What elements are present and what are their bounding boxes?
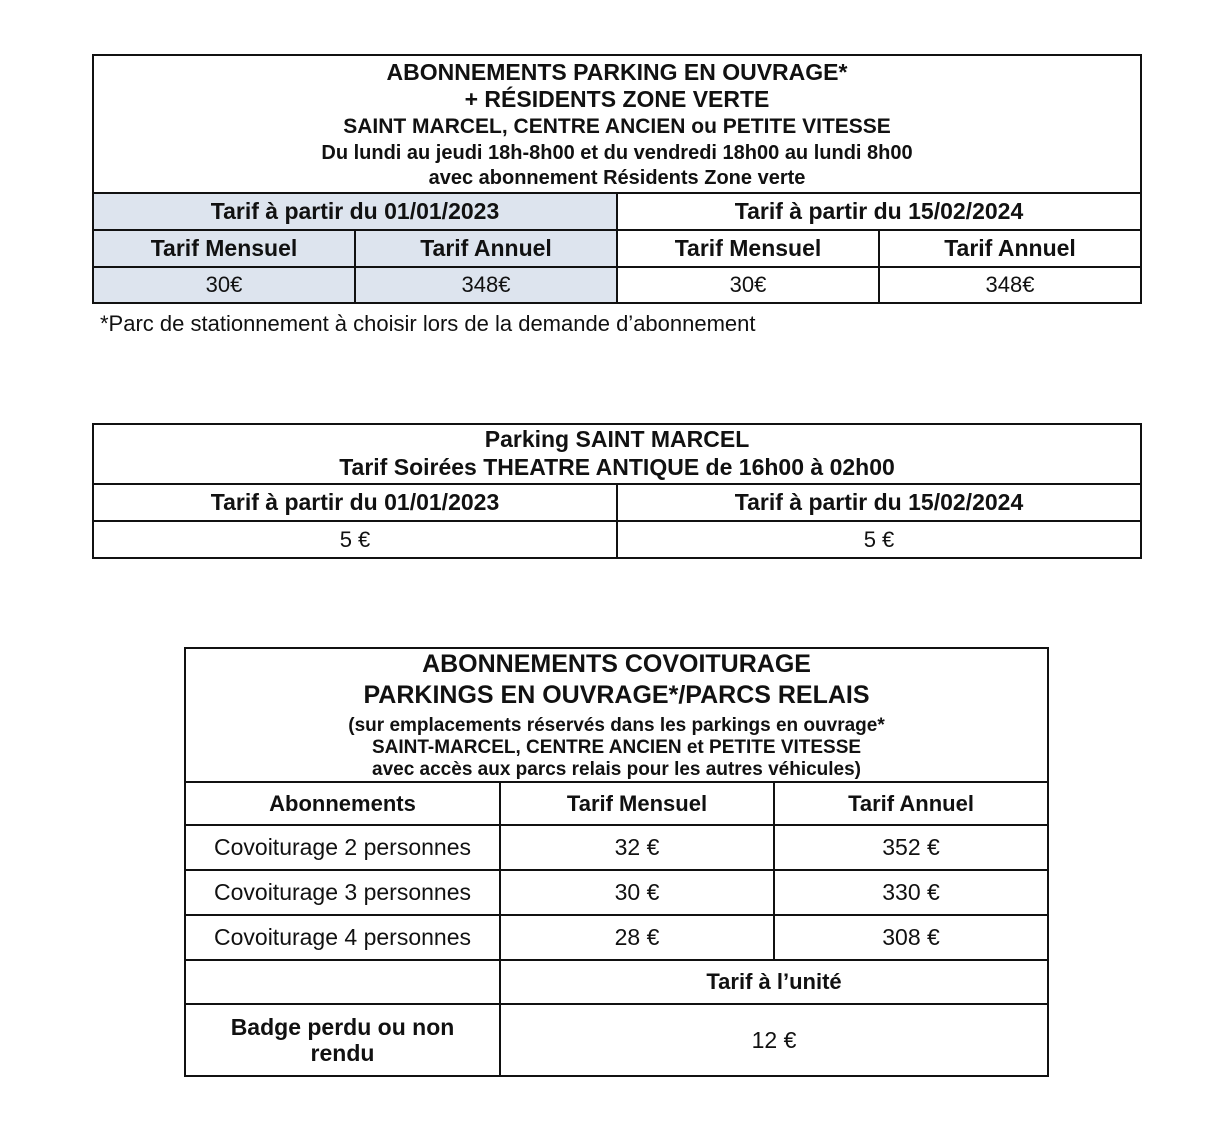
table-row bbox=[185, 825, 1048, 870]
row-annual: 330 € bbox=[774, 870, 1048, 915]
residents-table-title bbox=[93, 55, 1141, 193]
lost-badge-price: 12 € bbox=[500, 1004, 1048, 1076]
table-row bbox=[185, 870, 1048, 915]
theatre-evening-table bbox=[92, 423, 1142, 559]
row-label: Covoiturage 3 personnes bbox=[185, 870, 500, 915]
old-monthly-value: 30€ bbox=[93, 267, 355, 303]
row-annual: 352 € bbox=[774, 825, 1048, 870]
old-annual-header: Tarif Annuel bbox=[355, 230, 617, 267]
empty-cell bbox=[185, 960, 500, 1004]
title-line: Tarif Soirées THEATRE ANTIQUE de 16h00 à 02h00 bbox=[339, 454, 895, 480]
old-price-value: 5 € bbox=[93, 521, 617, 558]
title-line: ABONNEMENTS PARKING EN OUVRAGE* bbox=[386, 58, 848, 85]
title-line: avec accès aux parcs relais pour les autres véhicules) bbox=[372, 758, 862, 780]
annual-header: Tarif Annuel bbox=[774, 782, 1048, 825]
row-monthly: 32 € bbox=[500, 825, 774, 870]
table-row bbox=[185, 915, 1048, 960]
row-monthly: 30 € bbox=[500, 870, 774, 915]
title-line: SAINT MARCEL, CENTRE ANCIEN ou PETITE VITESSE bbox=[343, 114, 891, 138]
subscriptions-header: Abonnements bbox=[185, 782, 500, 825]
title-line: avec abonnement Résidents Zone verte bbox=[428, 166, 806, 189]
lost-badge-label bbox=[185, 1004, 500, 1076]
period-old-header: Tarif à partir du 01/01/2023 bbox=[93, 484, 617, 521]
period-old-header: Tarif à partir du 01/01/2023 bbox=[93, 193, 617, 230]
new-annual-header: Tarif Annuel bbox=[879, 230, 1141, 267]
old-annual-value: 348€ bbox=[355, 267, 617, 303]
row-monthly: 28 € bbox=[500, 915, 774, 960]
theatre-table-title bbox=[93, 424, 1141, 484]
title-line: Parking SAINT MARCEL bbox=[484, 426, 750, 453]
new-price-value: 5 € bbox=[617, 521, 1141, 558]
carpool-table-title bbox=[185, 648, 1048, 782]
footnote-parking-choice: *Parc de stationnement à choisir lors de la demande d’abonnement bbox=[100, 311, 756, 336]
new-annual-value: 348€ bbox=[879, 267, 1141, 303]
lost-badge-label-line: rendu bbox=[310, 1040, 375, 1066]
row-label: Covoiturage 2 personnes bbox=[185, 825, 500, 870]
period-new-header: Tarif à partir du 15/02/2024 bbox=[617, 193, 1141, 230]
old-monthly-header: Tarif Mensuel bbox=[93, 230, 355, 267]
period-new-header: Tarif à partir du 15/02/2024 bbox=[617, 484, 1141, 521]
new-monthly-header: Tarif Mensuel bbox=[617, 230, 879, 267]
title-line: PARKINGS EN OUVRAGE*/PARCS RELAIS bbox=[363, 680, 870, 709]
monthly-header: Tarif Mensuel bbox=[500, 782, 774, 825]
unit-price-header: Tarif à l’unité bbox=[500, 960, 1048, 1004]
carpool-subscription-table bbox=[184, 647, 1049, 1077]
lost-badge-label-line: Badge perdu ou non bbox=[230, 1013, 455, 1040]
title-line: SAINT-MARCEL, CENTRE ANCIEN et PETITE VITESSE bbox=[371, 736, 862, 758]
title-line: Du lundi au jeudi 18h-8h00 et du vendredi 18h00 au lundi 8h00 bbox=[321, 141, 913, 164]
title-line: (sur emplacements réservés dans les parkings en ouvrage* bbox=[348, 714, 885, 736]
residents-subscription-table bbox=[92, 54, 1142, 304]
title-line: ABONNEMENTS COVOITURAGE bbox=[422, 649, 811, 678]
row-label: Covoiturage 4 personnes bbox=[185, 915, 500, 960]
row-annual: 308 € bbox=[774, 915, 1048, 960]
title-line: + RÉSIDENTS ZONE VERTE bbox=[464, 85, 770, 112]
new-monthly-value: 30€ bbox=[617, 267, 879, 303]
